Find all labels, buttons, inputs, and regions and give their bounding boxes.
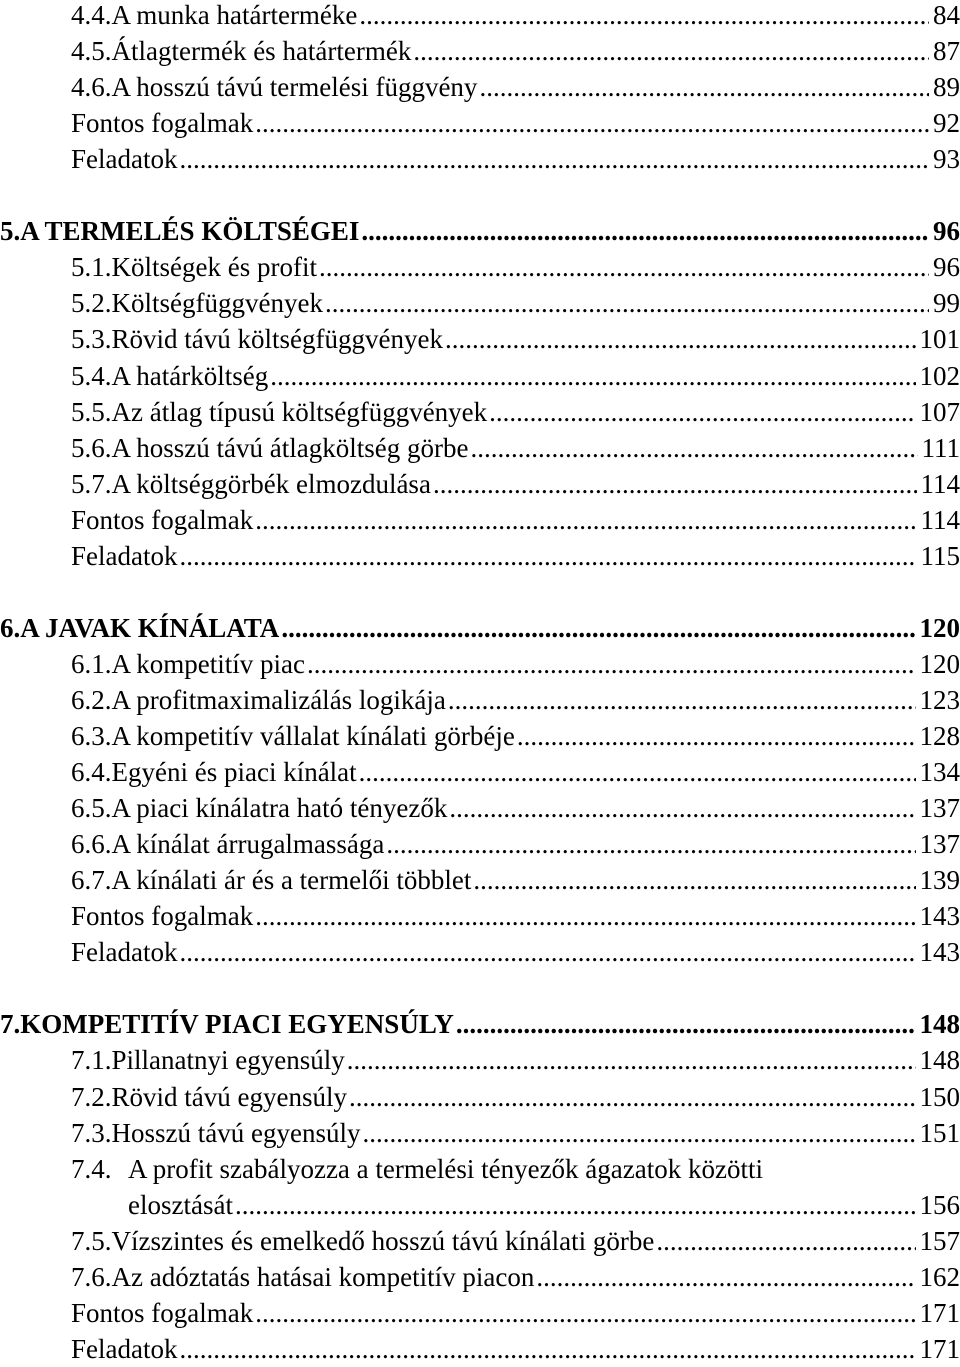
- toc-page-number: 137: [916, 826, 960, 862]
- toc-entry-number: 6.7.: [71, 862, 112, 898]
- toc-entry-number: 4.5.: [71, 33, 112, 69]
- toc-entry-title: A profitmaximalizálás logikája: [112, 682, 448, 718]
- toc-entry-title: Költségfüggvények: [112, 285, 325, 321]
- toc-page-number: 143: [916, 934, 960, 970]
- toc-entry-title: Az adóztatás hatásai kompetitív piacon: [112, 1259, 537, 1295]
- toc-page-number: 120: [916, 646, 960, 682]
- toc-entry[interactable]: [0, 1042, 960, 1078]
- toc-page-number: 128: [916, 718, 960, 754]
- toc-page-number: 111: [918, 430, 960, 466]
- toc-leader-dots: [325, 285, 929, 321]
- toc-leader-dots: [470, 430, 917, 466]
- toc-entry-title: Hosszú távú egyensúly: [112, 1115, 363, 1151]
- toc-leader-dots: [235, 1187, 916, 1223]
- toc-leader-dots: [489, 394, 915, 430]
- toc-entry-number: 7.3.: [71, 1115, 112, 1151]
- toc-page-number: 171: [916, 1331, 960, 1367]
- toc-leader-dots: [179, 538, 916, 574]
- toc-entry-number: 6.2.: [71, 682, 112, 718]
- toc-entry[interactable]: [0, 1079, 960, 1115]
- toc-page-number: 114: [917, 502, 960, 538]
- toc-page-number: 162: [916, 1259, 960, 1295]
- toc-entry-number: 4.6.: [71, 69, 112, 105]
- toc-entry-title: A hosszú távú átlagköltség görbe: [112, 430, 471, 466]
- toc-leader-dots: [445, 321, 916, 357]
- toc-entry-title: Rövid távú egyensúly: [112, 1079, 349, 1115]
- toc-entry-number: 7.: [0, 1006, 20, 1042]
- toc-entry-number: 5.2.: [71, 285, 112, 321]
- toc-entry-number: 5.3.: [71, 321, 112, 357]
- toc-entry-number: 6.6.: [71, 826, 112, 862]
- toc-page-number: 107: [916, 394, 960, 430]
- toc-entry[interactable]: [0, 1295, 960, 1331]
- toc-leader-dots: [359, 754, 916, 790]
- toc-entry-title: Rövid távú költségfüggvények: [112, 321, 445, 357]
- toc-entry-title: A kompetitív vállalat kínálati görbéje: [112, 718, 517, 754]
- toc-page-number: 139: [916, 862, 960, 898]
- toc-entry[interactable]: [0, 1259, 960, 1295]
- toc-entry[interactable]: [0, 1151, 960, 1187]
- toc-entry[interactable]: [0, 466, 960, 502]
- toc-entry-title: A JAVAK KÍNÁLATA: [20, 610, 281, 646]
- toc-entry-number: 6.5.: [71, 790, 112, 826]
- toc-entry-title: Pillanatnyi egyensúly: [112, 1042, 347, 1078]
- toc-entry-title: Vízszintes és emelkedő hosszú távú kínálati görbe: [112, 1223, 657, 1259]
- toc-entry-title: A munka határterméke: [112, 0, 360, 33]
- toc-leader-dots: [307, 646, 916, 682]
- toc-entry-title: A TERMELÉS KÖLTSÉGEI: [20, 213, 361, 249]
- toc-entry-title: A kompetitív piac: [112, 646, 307, 682]
- toc-entry-title: Fontos fogalmak: [71, 105, 255, 141]
- toc-page-number: 84: [929, 0, 960, 33]
- toc-entry[interactable]: [0, 358, 960, 394]
- toc-leader-dots: [479, 69, 929, 105]
- toc-leader-dots: [449, 790, 915, 826]
- toc-entry-title: Feladatok: [71, 1331, 179, 1367]
- toc-entry-number: 6.1.: [71, 646, 112, 682]
- toc-page-number: 96: [929, 249, 960, 285]
- toc-entry-title-continuation: elosztását: [128, 1187, 235, 1223]
- toc-entry-number: 5.1.: [71, 249, 112, 285]
- toc-entry[interactable]: [0, 538, 960, 574]
- toc-page-number: 151: [916, 1115, 960, 1151]
- toc-entry-title: Feladatok: [71, 934, 179, 970]
- toc-leader-dots: [347, 1042, 916, 1078]
- toc-page-number: 157: [916, 1223, 960, 1259]
- toc-page-number: 150: [916, 1079, 960, 1115]
- toc-entry-title: A hosszú távú termelési függvény: [112, 69, 480, 105]
- toc-entry-title: A profit szabályozza a termelési tényezők ágazatok közötti: [128, 1151, 765, 1187]
- toc-entry-title: Feladatok: [71, 141, 179, 177]
- toc-leader-dots: [281, 610, 915, 646]
- toc-page-number: 143: [916, 898, 960, 934]
- toc-entry-number: 5.: [0, 213, 20, 249]
- toc-entry[interactable]: [0, 394, 960, 430]
- toc-leader-dots: [433, 466, 917, 502]
- toc-entry[interactable]: [0, 321, 960, 357]
- toc-leader-dots: [656, 1223, 915, 1259]
- toc-entry[interactable]: [0, 0, 960, 33]
- toc-leader-dots: [179, 141, 929, 177]
- toc-entry[interactable]: [0, 898, 960, 934]
- toc-entry[interactable]: [0, 69, 960, 105]
- toc-entry-title: Fontos fogalmak: [71, 502, 255, 538]
- toc-entry-number: 5.4.: [71, 358, 112, 394]
- toc-entry-number: 6.3.: [71, 718, 112, 754]
- toc-page-number: 148: [916, 1042, 960, 1078]
- toc-entry[interactable]: [0, 502, 960, 538]
- toc-page-number: 137: [916, 790, 960, 826]
- toc-page-number: 102: [916, 358, 960, 394]
- toc-page-number: 101: [916, 321, 960, 357]
- toc-entry-continuation[interactable]: [0, 1187, 960, 1223]
- toc-entry-number: 5.7.: [71, 466, 112, 502]
- toc-entry[interactable]: [0, 1115, 960, 1151]
- toc-leader-dots: [361, 213, 929, 249]
- toc-entry[interactable]: [0, 249, 960, 285]
- toc-leader-dots: [179, 1331, 915, 1367]
- toc-page-number: 93: [929, 141, 960, 177]
- toc-page-number: 120: [916, 610, 960, 646]
- toc-page-number: 148: [916, 1006, 960, 1042]
- toc-leader-dots: [255, 1295, 915, 1331]
- toc-entry-number: 6.4.: [71, 754, 112, 790]
- toc-entry-title: Feladatok: [71, 538, 179, 574]
- toc-page-number: 134: [916, 754, 960, 790]
- toc-entry-title: A kínálati ár és a termelői többlet: [112, 862, 474, 898]
- toc-entry[interactable]: [0, 141, 960, 177]
- toc-page-number: 115: [917, 538, 960, 574]
- toc-entry-title: Átlagtermék és határtermék: [112, 33, 414, 69]
- toc-entry-title: Fontos fogalmak: [71, 898, 255, 934]
- toc-entry-title: KOMPETITÍV PIACI EGYENSÚLY: [20, 1006, 456, 1042]
- toc-page-number: 156: [916, 1187, 960, 1223]
- toc-entry-number: 7.5.: [71, 1223, 112, 1259]
- toc-entry-title: A kínálat árrugalmassága: [112, 826, 387, 862]
- toc-entry[interactable]: [0, 754, 960, 790]
- toc-chapter-entry[interactable]: [0, 1006, 960, 1042]
- toc-entry-title: A költséggörbék elmozdulása: [112, 466, 433, 502]
- toc-entry-title: Fontos fogalmak: [71, 1295, 255, 1331]
- toc-leader-dots: [359, 0, 929, 33]
- toc-entry-number: 7.1.: [71, 1042, 112, 1078]
- toc-page-number: 89: [929, 69, 960, 105]
- toc-entry-title: A piaci kínálatra ható tényezők: [112, 790, 450, 826]
- toc-entry-title: Egyéni és piaci kínálat: [112, 754, 359, 790]
- toc-page-number: 96: [929, 213, 960, 249]
- toc-page-number: 92: [929, 105, 960, 141]
- toc-entry[interactable]: [0, 33, 960, 69]
- toc-entry-number: 5.5.: [71, 394, 112, 430]
- toc-leader-dots: [473, 862, 915, 898]
- toc-entry[interactable]: [0, 105, 960, 141]
- toc-leader-dots: [456, 1006, 916, 1042]
- toc-entry[interactable]: [0, 826, 960, 862]
- toc-entry-number: 4.4.: [71, 0, 112, 33]
- toc-entry[interactable]: [0, 1331, 960, 1367]
- toc-page-number: 123: [916, 682, 960, 718]
- toc-leader-dots: [270, 358, 915, 394]
- toc-chapter-entry[interactable]: [0, 213, 960, 249]
- toc-entry[interactable]: [0, 718, 960, 754]
- toc-entry-number: 6.: [0, 610, 20, 646]
- toc-entry-title: Költségek és profit: [112, 249, 319, 285]
- toc-leader-dots: [255, 502, 916, 538]
- toc-leader-dots: [536, 1259, 915, 1295]
- toc-entry[interactable]: [0, 862, 960, 898]
- toc-entry-number: 7.2.: [71, 1079, 112, 1115]
- toc-entry[interactable]: [0, 790, 960, 826]
- toc-entry-number: 7.4.: [71, 1151, 128, 1187]
- toc-leader-dots: [255, 105, 929, 141]
- toc-leader-dots: [349, 1079, 916, 1115]
- toc-entry-title: Az átlag típusú költségfüggvények: [112, 394, 490, 430]
- toc-entry-title: A határköltség: [112, 358, 271, 394]
- toc-page-number: 87: [929, 33, 960, 69]
- toc-page-number: 171: [916, 1295, 960, 1331]
- toc-page-number: 99: [929, 285, 960, 321]
- toc-leader-dots: [362, 1115, 915, 1151]
- toc-entry[interactable]: [0, 285, 960, 321]
- toc-entry-number: 7.6.: [71, 1259, 112, 1295]
- toc-leader-dots: [319, 249, 929, 285]
- toc-leader-dots: [413, 33, 929, 69]
- toc-entry-number: 5.6.: [71, 430, 112, 466]
- toc-entry[interactable]: [0, 934, 960, 970]
- toc-leader-dots: [255, 898, 915, 934]
- toc-chapter-entry[interactable]: [0, 610, 960, 646]
- toc-leader-dots: [386, 826, 915, 862]
- toc-leader-dots: [517, 718, 916, 754]
- toc-entry[interactable]: [0, 682, 960, 718]
- toc-entry[interactable]: [0, 430, 960, 466]
- toc-entry[interactable]: [0, 1223, 960, 1259]
- toc-entry[interactable]: [0, 646, 960, 682]
- toc-leader-dots: [179, 934, 915, 970]
- toc-page-number: 114: [917, 466, 960, 502]
- toc-leader-dots: [448, 682, 916, 718]
